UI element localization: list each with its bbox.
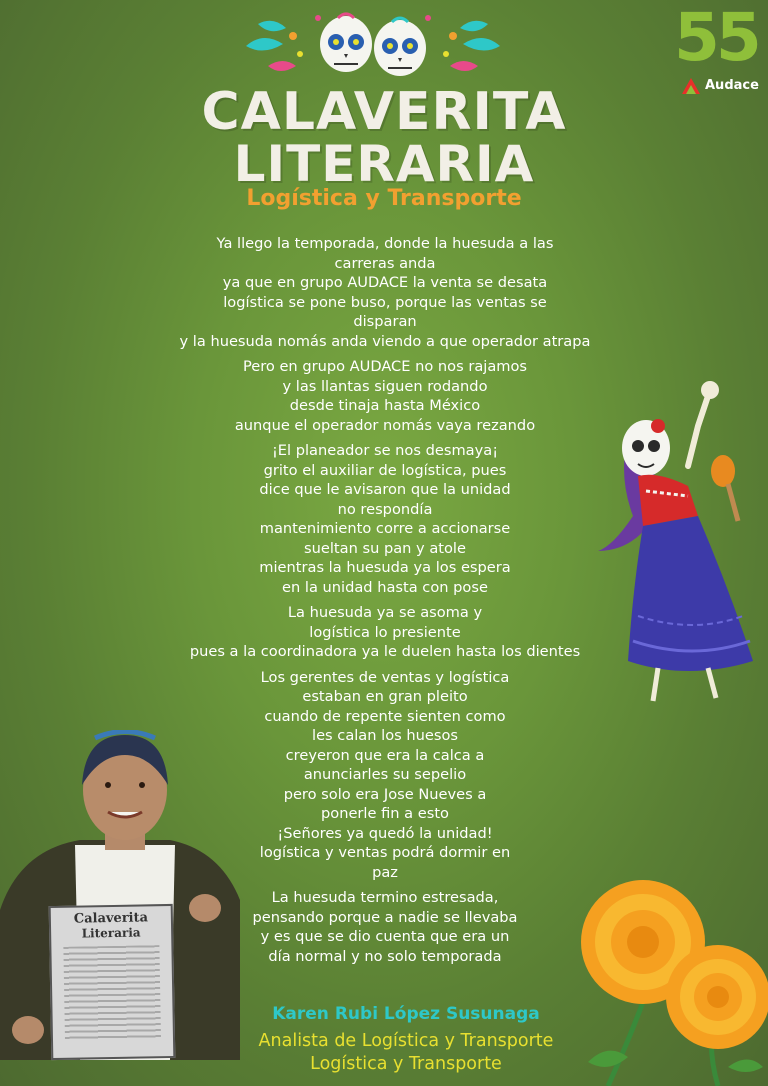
poem-stanza	[170, 234, 600, 351]
poem-line: sueltan su pan y atole	[304, 539, 466, 557]
held-poster-subtitle: Literaria	[81, 925, 141, 941]
skull-icon	[320, 14, 372, 72]
poem-line: Los gerentes de ventas y logística	[260, 668, 510, 686]
page-subtitle: Logística y Transporte	[246, 186, 522, 211]
poem-line: disparan	[353, 313, 417, 330]
poem-line: en la unidad hasta con pose	[282, 578, 488, 596]
poem-line: pensando porque a nadie se llevaba	[252, 908, 518, 926]
poem-line: dice que le avisaron que la unidad	[259, 481, 511, 498]
poem-stanza	[170, 603, 600, 662]
poem-line: creyeron que era la calca a	[285, 746, 485, 764]
poem-line: logística se pone buso, porque las ventas se	[223, 293, 547, 311]
poem-line: grito el auxiliar de logística, pues	[263, 461, 507, 479]
poem-line: no respondía	[337, 500, 433, 518]
poem-line: y las llantas siguen rodando	[282, 377, 488, 395]
poem-line: cuando de repente sienten como	[264, 707, 506, 725]
poem-line: ¡Señores ya quedó la unidad!	[277, 824, 493, 842]
poem-line: y es que se dio cuenta que era un	[260, 928, 510, 945]
held-poster-text	[63, 945, 161, 1042]
poem-line: anunciarles su sepelio	[303, 766, 467, 783]
marigold-flowers	[568, 862, 768, 1086]
poem-stanza	[170, 357, 600, 435]
poem-line: estaban en gran pleito	[302, 688, 468, 705]
poem-line: ¡El planeador se nos desmaya¡	[271, 442, 499, 459]
sugar-skull-decoration	[238, 6, 508, 86]
logo-anniversary-number: 55	[674, 0, 758, 76]
poem-line: paz	[372, 863, 398, 881]
poem-line: mientras la huesuda ya los espera	[259, 559, 511, 576]
poem-line: logística y ventas podrá dormir en	[259, 844, 511, 861]
poem-line: ya que en grupo AUDACE la venta se desata	[222, 274, 548, 291]
poem-line: desde tinaja hasta México	[289, 397, 481, 414]
poem-line: les calan los huesos	[312, 727, 458, 744]
poem-line: carreras anda	[334, 254, 436, 272]
poem-line: Ya llego la temporada, donde la huesuda a las	[216, 235, 554, 252]
poem-line: aunque el operador nomás vaya rezando	[234, 416, 536, 434]
poem-line: La huesuda ya se asoma y	[287, 604, 483, 621]
held-poster	[49, 904, 176, 1060]
marigold-icon	[666, 945, 768, 1049]
poem-line: Pero en grupo AUDACE no nos rajamos	[242, 358, 528, 375]
poem-stanza	[170, 441, 600, 597]
logo-brand-text: Audace	[705, 78, 759, 93]
leaf-icon	[246, 15, 500, 71]
poem-line: mantenimiento corre a accionarse	[259, 520, 511, 537]
poem-line: pues a la coordinadora ya le duelen hasta los dientes	[189, 643, 581, 660]
page-title-line1: CALAVERITA	[201, 82, 567, 142]
poem-line: pero solo era Jose Nueves a	[283, 785, 487, 803]
author-name: Karen Rubi López Susunaga	[272, 1004, 540, 1024]
poem-line: logística lo presiente	[309, 623, 461, 641]
held-poster-title: Calaverita	[73, 910, 149, 927]
poem-line: día normal y no solo temporada	[268, 947, 502, 965]
poem-line: y la huesuda nomás anda viendo a que operador atrapa	[179, 332, 591, 350]
catrina-illustration	[598, 376, 758, 711]
author-department: Logística y Transporte	[310, 1054, 502, 1074]
skull-icon	[374, 18, 426, 76]
author-role: Analista de Logística y Transporte	[258, 1031, 554, 1051]
poem-line: La huesuda termino estresada,	[271, 889, 499, 906]
page-title-line2: LITERARIA	[233, 135, 535, 193]
poem-line: ponerle fin a esto	[321, 805, 449, 822]
